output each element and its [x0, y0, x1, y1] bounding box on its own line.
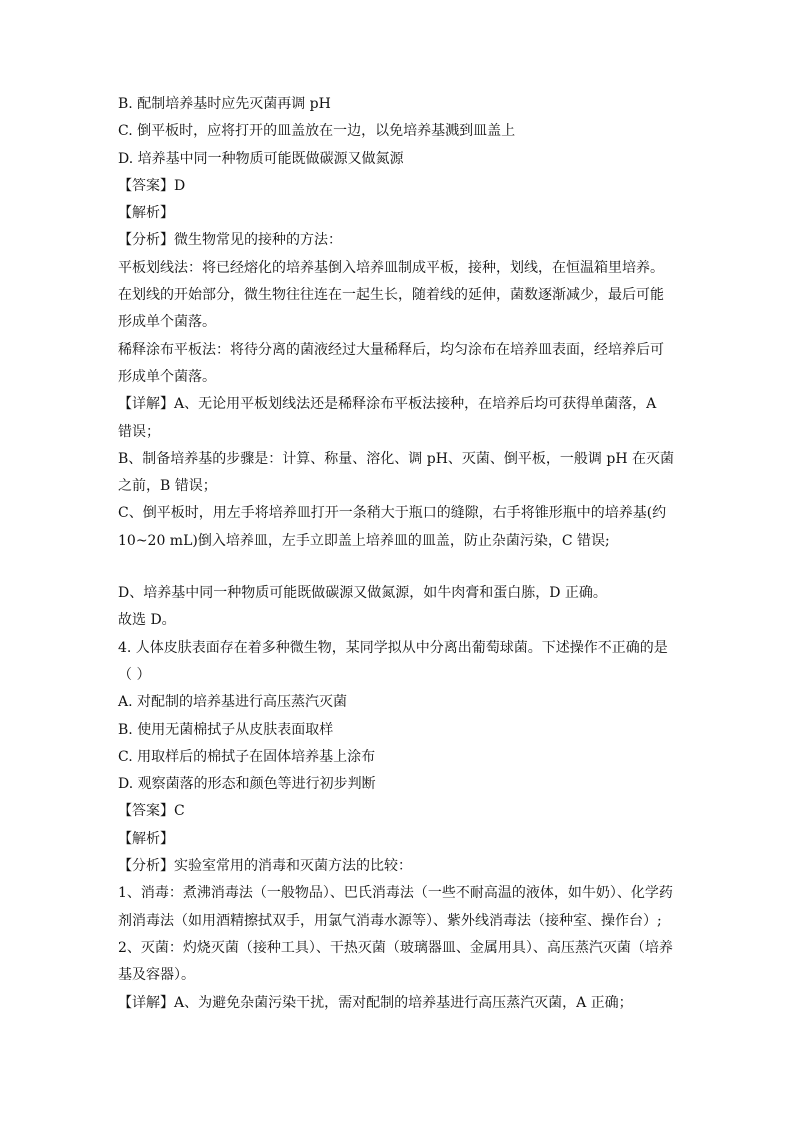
text-line: 10~20 mL)倒入培养皿，左手立即盖上培养皿的皿盖，防止杂菌污染，C 错误;	[118, 532, 610, 549]
analysis-intro: 【分析】实验室常用的消毒和灭菌方法的比较：	[118, 858, 412, 875]
analysis-heading: 【解析】	[118, 205, 174, 222]
text-line: 形成单个菌落。	[118, 314, 216, 331]
option-b-line: B. 配制培养基时应先灭菌再调 pH	[118, 96, 331, 112]
answer-line: 【答案】C	[118, 803, 185, 820]
blank-gap	[118, 555, 678, 580]
text-line: 稀释涂布平板法：将待分离的菌液经过大量稀释后，均匀涂布在培养皿表面，经培养后可	[118, 341, 664, 358]
option-d-line: D. 培养基中同一种物质可能既做碳源又做氮源	[118, 150, 404, 167]
question-4-stem: 4. 人体皮肤表面存在着多种微生物，某同学拟从中分离出葡萄球菌。下述操作不正确的是	[118, 639, 668, 656]
detail-line: 【详解】A、为避免杂菌污染干扰，需对配制的培养基进行高压蒸汽灭菌，A 正确；	[118, 994, 633, 1011]
option-c-line: C. 倒平板时，应将打开的皿盖放在一边，以免培养基溅到皿盖上	[118, 123, 516, 140]
analysis-intro: 【分析】微生物常见的接种的方法：	[118, 232, 342, 249]
text-line: 形成单个菌落。	[118, 368, 216, 385]
text-line: 平板划线法：将已经熔化的培养基倒入培养皿制成平板，接种，划线，在恒温箱里培养。	[118, 259, 664, 276]
text-line: 2、灭菌：灼烧灭菌（接种工具）、干热灭菌（玻璃器皿、金属用具）、高压蒸汽灭菌（培养	[118, 939, 673, 956]
text-line: D、培养基中同一种物质可能既做碳源又做氮源，如牛肉膏和蛋白胨，D 正确。	[118, 585, 607, 602]
text-line: 在划线的开始部分，微生物往往连在一起生长，随着线的延伸，菌数逐渐减少，最后可能	[118, 287, 664, 304]
text-line: 错误；	[118, 423, 160, 440]
conclusion-line: 故选 D。	[118, 612, 176, 629]
text-line: B、制备培养基的步骤是：计算、称量、溶化、调 pH、灭菌、倒平板，一般调 pH 在灭菌	[118, 450, 674, 467]
text-line: C、倒平板时，用左手将培养皿打开一条稍大于瓶口的缝隙，右手将锥形瓶中的培养基(约	[118, 505, 667, 522]
text-line: 之前，B 错误；	[118, 478, 217, 495]
answer-line: 【答案】D	[118, 177, 186, 194]
option-b-line: B. 使用无菌棉拭子从皮肤表面取样	[118, 721, 334, 738]
option-c-line: C. 用取样后的棉拭子在固体培养基上涂布	[118, 748, 376, 765]
question-4-blank: （ ）	[118, 666, 151, 683]
text-line: 1、消毒：煮沸消毒法（一般物品）、巴氏消毒法（一些不耐高温的液体，如牛奶）、化学药	[118, 885, 673, 902]
analysis-heading: 【解析】	[118, 830, 174, 847]
document-page	[118, 91, 678, 1017]
text-line: 基及容器）。	[118, 967, 195, 984]
option-a-line: A. 对配制的培养基进行高压蒸汽灭菌	[118, 694, 348, 711]
detail-line: 【详解】A、无论用平板划线法还是稀释涂布平板法接种，在培养后均可获得单菌落，A	[118, 396, 657, 413]
option-d-line: D. 观察菌落的形态和颜色等进行初步判断	[118, 776, 376, 793]
text-line: 剂消毒法（如用酒精擦拭双手，用氯气消毒水源等）、紫外线消毒法（接种室、操作台）;	[118, 912, 662, 929]
